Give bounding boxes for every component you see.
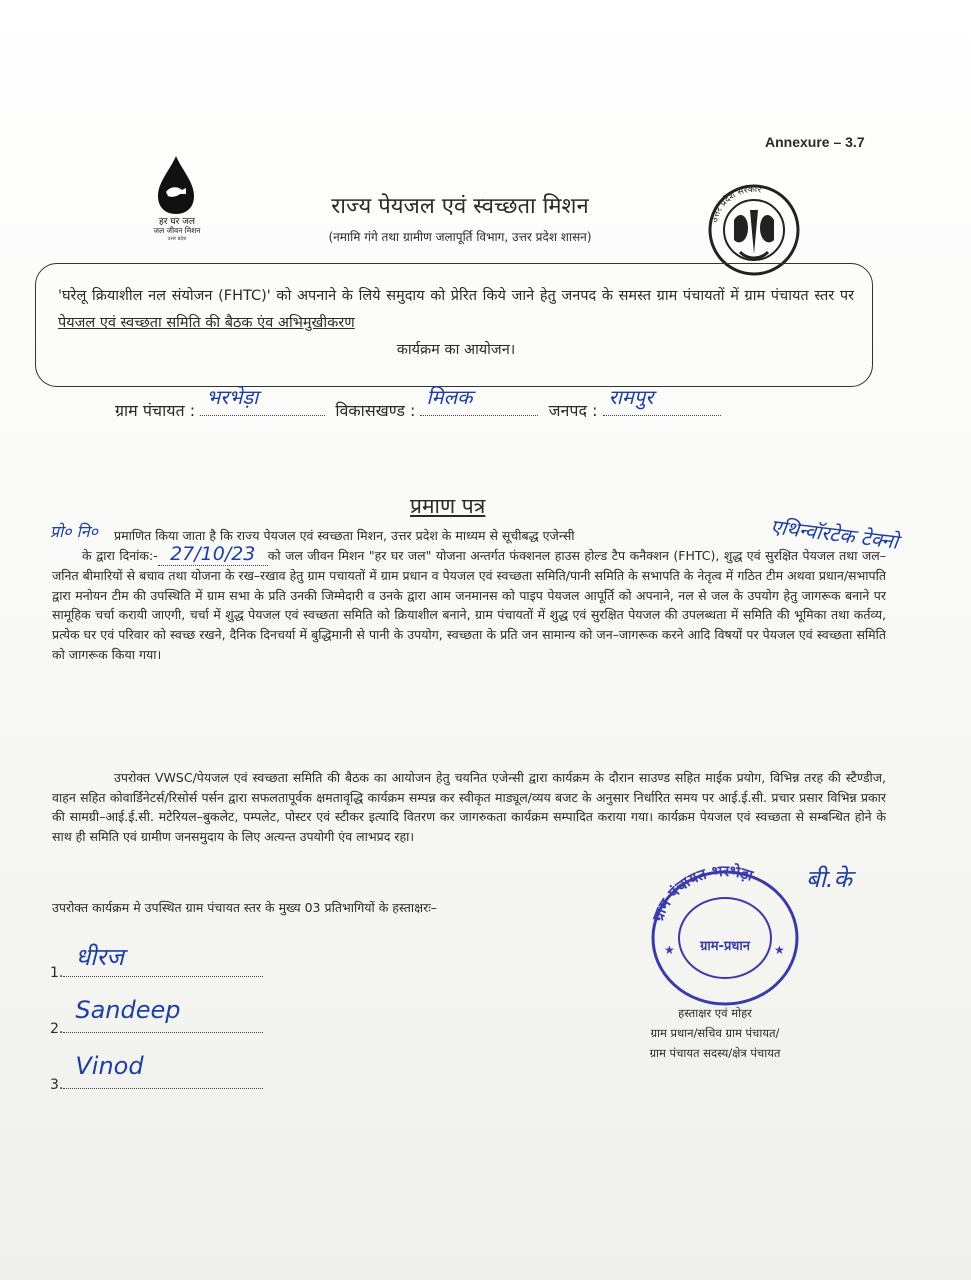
signature-row-3 [50, 1052, 263, 1093]
para1-part-a: प्रमाणित किया जाता है कि राज्य पेयजल एवं स्वच्छता मिशन, उत्तर प्रदेश के माध्यम से सूचीबद्ध एजेन्सी [114, 528, 575, 543]
block-field [420, 385, 538, 416]
certificate-title: प्रमाण पत्र [410, 494, 486, 518]
signature-number: 3. [50, 1077, 64, 1093]
signature-row-1 [50, 943, 263, 981]
certificate-paragraph-1 [52, 526, 886, 664]
signature-1: धीरज [75, 943, 124, 971]
svg-text:ग्राम पंचायत भरभेड़ा [648, 862, 756, 925]
sign-block-line1: हस्ताक्षर एवं मोहर [678, 1006, 752, 1020]
para1-part-c: को जल जीवन मिशन "हर घर जल" योजना अन्तर्गत फंक्शनल हाउस होल्ड टैप कनैक्शन (FHTC), शुद्ध एवं सुरक्षित पेयजल तथा जल–जनित बीमारियों से बचाव तथा योजना के रख–रखाव हेतु ग्राम पचायतों में ग्राम प्रधान व पेयजल एवं स्वच्छता समिति/पानी समिति के सभापति के नेतृत्व में गठित टीम अथवा प्रधान/सभापति द्वारा मनोयन टीम की उपस्थिति में ग्राम सभा के प्रति उनकी जिम्मेदारी व उनके द्वारा आम जनमानस को पाइप पेयजल आपूर्ति को अपनाने, नल से जल के उपयोग हेतु जागरूक बनाने पर सामूहिक चर्चा करायी जाएगी, चर्चा में शुद्ध पेयजल एवं स्वच्छता समिति को क्रियाशील बनाने, ग्राम पंचायतों में शुद्ध एवं सुरक्षित पेयजल की उपलब्धता में समिति की भूमिका तथा कर्तव्य, प्रत्येक घर एवं परिवार को स्वच्छ रखने, दैनिक दिनचर्या में बुद्धिमानी से पानी के उपयोग, स्वच्छता के प्रति जन सामान्य को जन–जागरूक करने आदि विषयों पर पेयजल एवं स्वच्छता समिति को जागरूक किया गया। [52, 547, 886, 662]
logo-left-line2: जल जीवन मिशन [153, 226, 201, 235]
district-field [603, 385, 721, 416]
handwritten-date: 27/10/23 [170, 542, 256, 565]
block-value: मिलक [426, 385, 473, 409]
signature-row-2 [50, 996, 263, 1037]
signature-line [63, 1052, 263, 1089]
signature-line [63, 943, 263, 977]
para1-part-b: के द्वारा दिनांक:- [82, 547, 158, 563]
certificate-paragraph-2 [52, 768, 886, 846]
jal-jeevan-mission-logo [130, 152, 225, 242]
signature-line [63, 996, 263, 1033]
sign-block-line3: ग्राम पंचायत सदस्य/क्षेत्र पंचायत [649, 1046, 781, 1060]
handwritten-agency-name: एथिन्वॉरटेक टेक्नो [768, 514, 900, 554]
signature-number: 2. [50, 1021, 64, 1037]
pradhan-signature: बी.के [806, 865, 852, 893]
emblem-ring-text: उत्तर प्रदेश सरकार [709, 184, 762, 224]
participants-intro: उपरोक्त कार्यक्रम मे उपस्थित ग्राम पंचायत स्तर के मुख्य 03 प्रतिभागियों के हस्ताक्षरः– [52, 900, 437, 915]
subject-underlined: पेयजल एवं स्वच्छता समिति की बैठक एंव अभिमुखीकरण [58, 315, 355, 331]
logo-left-line3: उत्तर प्रदेश [167, 236, 187, 242]
subject-part1: 'घरेलू क्रियाशील नल संयोजन (FHTC)' को अपनाने के लिये समुदाय को प्रेरित किये जाने हेतु जनपद के समस्त ग्राम पंचायतों में ग्राम पंचायत स्तर पर [58, 288, 854, 304]
mission-title: राज्य पेयजल एवं स्वच्छता मिशन [331, 194, 589, 219]
signature-number: 1. [50, 965, 64, 981]
logo-left-line1: हर घर जल [159, 217, 195, 227]
handwritten-left-note: प्रो० नि० [50, 522, 98, 541]
stamp-ring-text: ग्राम पंचायत भरभेड़ा [648, 861, 756, 924]
date-field [158, 542, 268, 567]
svg-text:★: ★ [664, 943, 675, 957]
signatory-block [585, 1003, 845, 1063]
location-fields [115, 385, 721, 421]
signature-2: Sandeep [75, 996, 181, 1024]
svg-text:★: ★ [774, 943, 785, 957]
annexure-label: Annexure – 3.7 [765, 134, 865, 150]
stamp-center-text: ग्राम-प्रधान [700, 939, 750, 954]
para2-text: उपरोक्त VWSC/पेयजल एवं स्वच्छता समिति की बैठक का आयोजन हेतु चयनित एजेन्सी द्वारा कार्यक्रम के दौरान साउण्ड सहित माईक प्रयोग, विभिन्न तरह की स्टैण्डीज, वाहन सहित कोवार्डिनेटर्स/रिसोर्स पर्सन द्वारा सफलतापूर्वक क्षमतावृद्धि कार्यक्रम सम्पन्न कर स्वीकृत माड्यूल/व्यय बजट के अनुसार निर्धारित समय पर आई.ई.सी. प्रचार प्रसार विभिन्न प्रकार की सामग्री–आई.ई.सी. मटेरियल–बुकलेट, पम्पलेट, पोस्टर एवं स्टीकर इत्यादि वितरण कर जागरुकता कार्यक्रम सम्पादित कराया गया। कार्यक्रम पेयजल एवं स्वच्छता से सम्बन्धित होने के साथ ही समिति एवं ग्रामीण जनसमुदाय के लिए अत्यन्त उपयोगी एंव लाभप्रद रहा। [52, 770, 886, 844]
district-label: जनपद : [548, 401, 598, 420]
district-value: रामपुर [608, 385, 654, 409]
sign-block-line2: ग्राम प्रधान/सचिव ग्राम पंचायत/ [650, 1026, 780, 1040]
mission-subtitle: (नमामि गंगे तथा ग्रामीण जलापूर्ति विभाग, उत्तर प्रदेश शासन) [328, 230, 592, 244]
signature-3: Vinod [75, 1052, 144, 1080]
block-label: विकासखण्ड : [335, 401, 416, 420]
gram-pradhan-stamp [640, 858, 810, 1008]
gram-panchayat-field [200, 385, 325, 416]
subject-text [58, 283, 854, 364]
subject-line3: कार्यक्रम का आयोजन। [396, 342, 516, 358]
gram-panchayat-label: ग्राम पंचायत : [115, 401, 196, 420]
gram-panchayat-value: भरभेड़ा [206, 385, 259, 409]
